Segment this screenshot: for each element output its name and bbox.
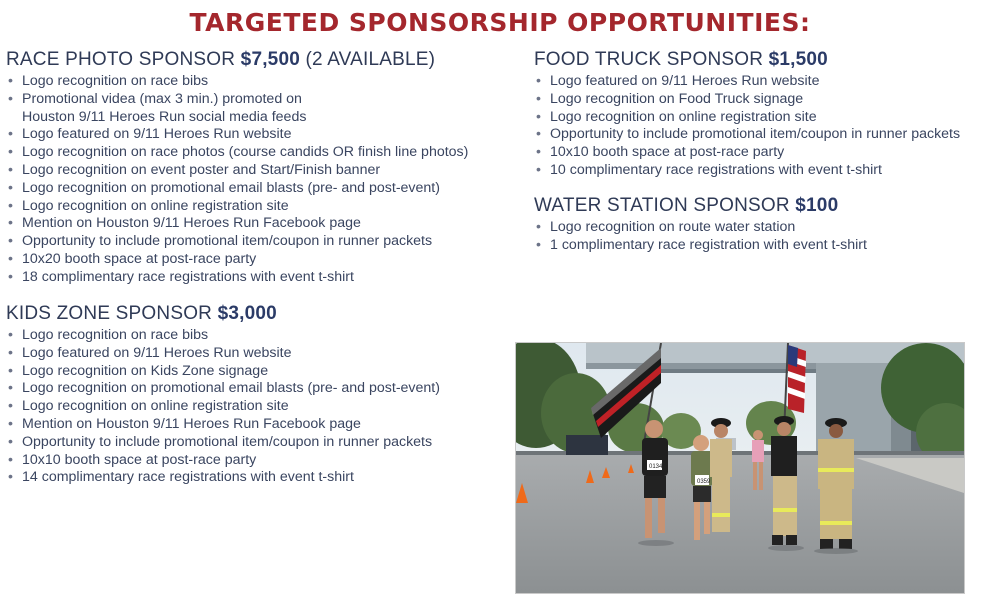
water-station-sponsor-heading xyxy=(534,195,867,217)
list-item-line: Houston 9/11 Heroes Run social media feeds xyxy=(22,108,307,125)
race-photo-sponsor-section xyxy=(6,49,468,287)
list-item: • Logo recognition on Kids Zone signage xyxy=(6,363,440,381)
list-item xyxy=(6,91,468,127)
sponsor-price: $7,500 xyxy=(240,49,300,70)
list-item: • Logo recognition on race photos (course candids OR finish line photos) xyxy=(6,144,468,162)
race-photo-sponsor-heading xyxy=(6,49,468,71)
sponsor-label: KIDS ZONE SPONSOR xyxy=(6,303,218,324)
benefit-list xyxy=(534,219,867,255)
sponsor-label: RACE PHOTO SPONSOR xyxy=(6,49,241,70)
race-bib-number: 01346 xyxy=(649,464,666,470)
kids-zone-sponsor-heading xyxy=(6,303,440,325)
list-item: • Logo featured on 9/11 Heroes Run website xyxy=(534,73,960,91)
list-item: • Mention on Houston 9/11 Heroes Run Facebook page xyxy=(6,416,440,434)
list-item: • Logo recognition on Food Truck signage xyxy=(534,91,960,109)
list-item: • 10x10 booth space at post-race party xyxy=(534,144,960,162)
page-title: TARGETED SPONSORSHIP OPPORTUNITIES: xyxy=(189,8,811,37)
food-truck-sponsor-section xyxy=(534,49,960,180)
kids-zone-sponsor-section xyxy=(6,303,440,487)
list-item: • 18 complimentary race registrations with event t-shirt xyxy=(6,269,468,287)
list-item: • Opportunity to include promotional item/coupon in runner packets xyxy=(534,126,960,144)
race-photo xyxy=(515,342,965,594)
water-station-sponsor-section xyxy=(534,195,867,255)
sponsor-label: WATER STATION SPONSOR xyxy=(534,195,796,216)
list-item: • Opportunity to include promotional item/coupon in runner packets xyxy=(6,233,468,251)
list-item: • Opportunity to include promotional item/coupon in runner packets xyxy=(6,434,440,452)
food-truck-sponsor-heading xyxy=(534,49,960,71)
race-bib-number: 0359 xyxy=(697,479,711,485)
list-item: • 10x20 booth space at post-race party xyxy=(6,251,468,269)
list-item: • Mention on Houston 9/11 Heroes Run Facebook page xyxy=(6,215,468,233)
list-item: • 1 complimentary race registration with event t-shirt xyxy=(534,237,867,255)
sponsor-price: $3,000 xyxy=(217,303,277,324)
benefit-list xyxy=(534,73,960,180)
sponsor-price: $100 xyxy=(795,195,839,216)
benefit-list xyxy=(6,327,440,487)
availability-note: (2 AVAILABLE) xyxy=(300,49,436,70)
benefit-list xyxy=(6,73,468,287)
list-item: • 10x10 booth space at post-race party xyxy=(6,452,440,470)
sponsor-price: $1,500 xyxy=(768,49,828,70)
list-item: • 14 complimentary race registrations with event t-shirt xyxy=(6,469,440,487)
list-item: • Logo recognition on online registration site xyxy=(534,109,960,127)
list-item: • Logo recognition on online registration site xyxy=(6,198,468,216)
list-item: • Logo recognition on promotional email blasts (pre- and post-event) xyxy=(6,380,440,398)
list-item: • Logo recognition on event poster and Start/Finish banner xyxy=(6,162,468,180)
list-item-line: • Promotional videa (max 3 min.) promoted on xyxy=(22,90,302,107)
list-item: • Logo recognition on promotional email blasts (pre- and post-event) xyxy=(6,180,468,198)
race-scene-illustration xyxy=(516,343,964,593)
list-item: • 10 complimentary race registrations with event t-shirt xyxy=(534,162,960,180)
list-item: • Logo featured on 9/11 Heroes Run website xyxy=(6,126,468,144)
sponsor-label: FOOD TRUCK SPONSOR xyxy=(534,49,769,70)
road xyxy=(516,453,964,593)
vehicle xyxy=(566,435,608,455)
list-item: • Logo recognition on online registration site xyxy=(6,398,440,416)
list-item: • Logo recognition on race bibs xyxy=(6,327,440,345)
list-item: • Logo recognition on route water station xyxy=(534,219,867,237)
list-item: • Logo featured on 9/11 Heroes Run website xyxy=(6,345,440,363)
list-item: • Logo recognition on race bibs xyxy=(6,73,468,91)
